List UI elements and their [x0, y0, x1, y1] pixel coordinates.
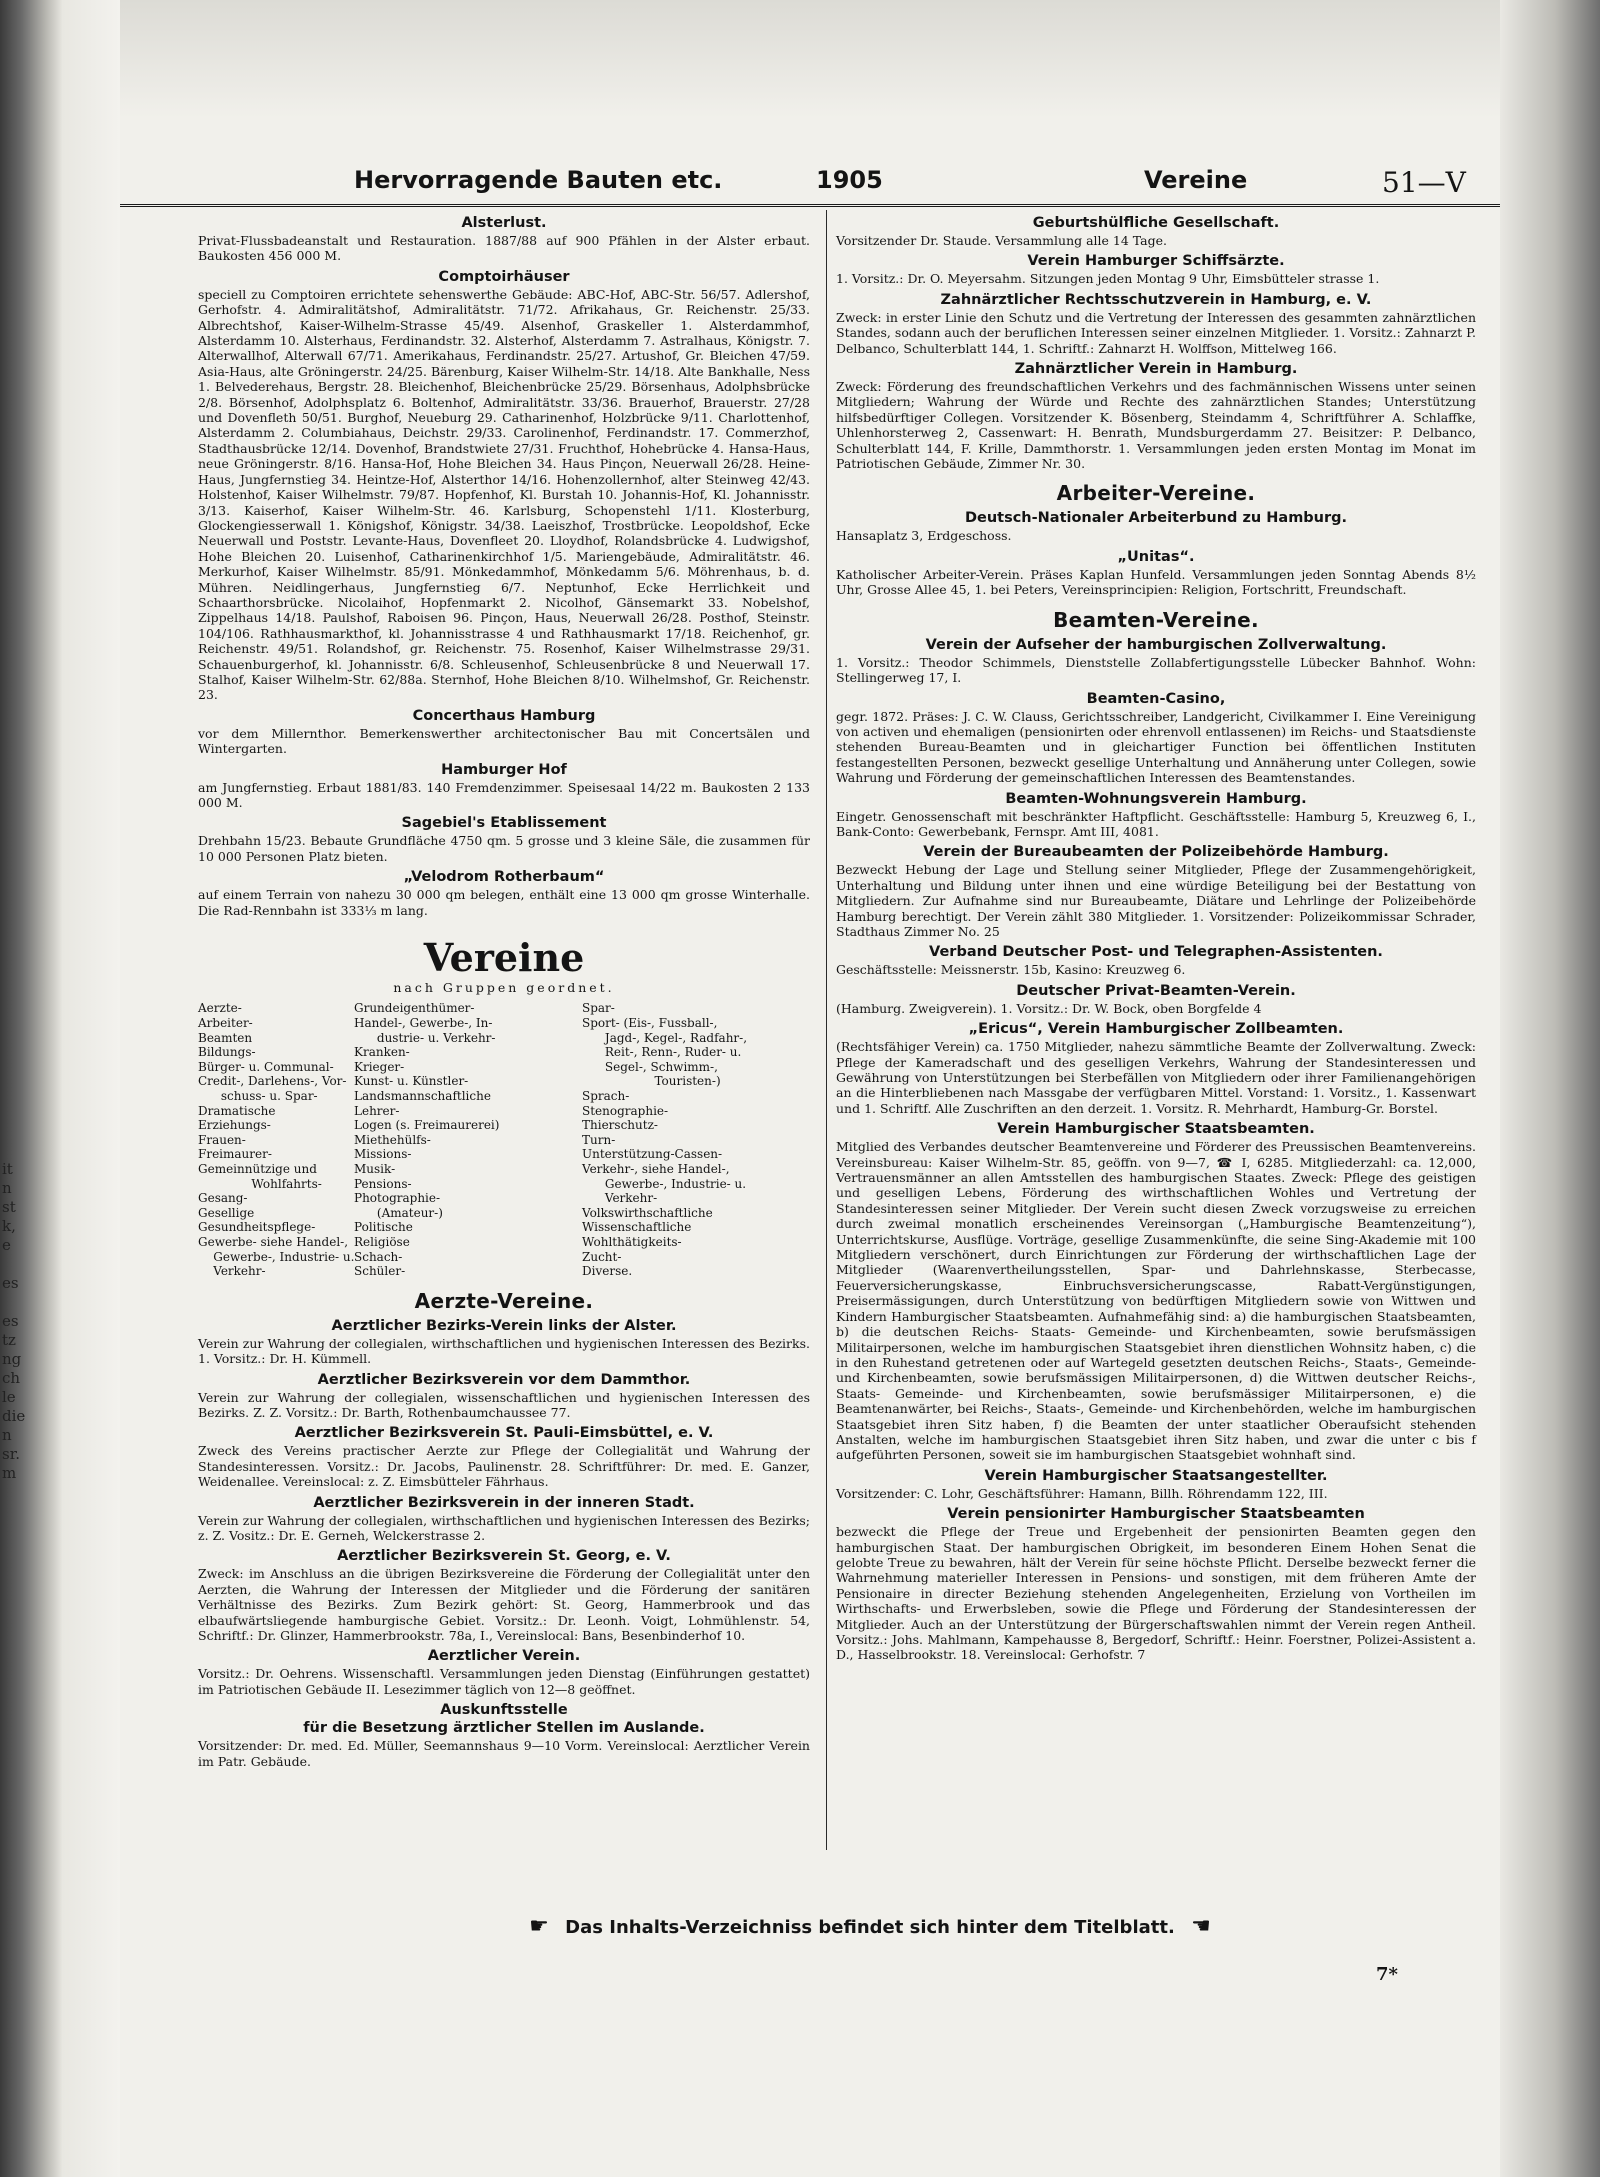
entry-text: (Rechtsfähiger Verein) ca. 1750 Mitglieder, nahezu sämmtliche Beamte der Zollverwaltung. Zweck: Pflege der Kameradschaft und des geselligen Verkehrs, Wahrung der Standesinteressen und Gewährung von Unterstützungen bei Sterbefällen von Mitgliedern oder ihrer Familienangehörigen an die Hinterbliebenen nach Massgabe der verfügbaren Mittel. Vorstand: 1. Vorsitz., 1. Kassenwart und 1. Schriftf. Alle Zuschriften an den derzeit. 1. Vorsitz. R. Mehrhardt, Hamburg-Gr. Borstel. — [836, 1039, 1476, 1116]
group-list-col2: Grundeigenthümer- Handel-, Gewerbe-, In- dustrie- u. Verkehr- Kranken- Krieger- Kunst- u. Künstler- Landsmannschaftliche Lehrer- Logen (s. Freimaurerei) Miethehülfs- Missions- Musik- Pensions- Photographie- (Amateur-) Politische Religiöse Schach- Schüler- — [354, 1001, 500, 1279]
entry-title: Beamten-Casino, — [1086, 690, 1226, 707]
entry-text: Vorsitz.: Dr. Oehrens. Wissenschaftl. Versammlungen jeden Dienstag (Einführungen gestattet) im Patriotischen Gebäude II. Lesezimmer täglich von 12—8 geöffnet. — [198, 1666, 810, 1697]
entry-text: am Jungfernstieg. Erbaut 1881/83. 140 Fremdenzimmer. Speisesaal 14/22 m. Baukosten 2 133 000 M. — [198, 779, 810, 810]
entry-text: Verein zur Wahrung der collegialen, wirthschaftlichen und hygienischen Interessen des Bezirks; z. Z. Vositz.: Dr. E. Gerneh, Welckerstrasse 2. — [198, 1512, 810, 1543]
entry-title: Concerthaus Hamburg — [412, 707, 596, 724]
entry-text: Verein zur Wahrung der collegialen, wirthschaftlichen und hygienischen Interessen des Bezirks. 1. Vorsitz.: Dr. H. Kümmell. — [198, 1335, 810, 1367]
entry-text: Zweck: Förderung des freundschaftlichen Verkehrs und des fachmännischen Wissens unter seinen Mitgliedern; Wahrung der Würde und Rechte des zahnärztlichen Standes; Unterstützung hilfsbedürftiger Collegen. Vorsitzender K. Bösenberg, Steindamm 4, Schriftführer A. Schlaffke, Uhlenhorsterweg 2, Cassenwart: H. Benrath, Mundsburgerdamm 27. Beisitzer: P. Delbanco, Schulterblatt 144, F. Krille, Dammthorstr. 1. Versammlungen jeden ersten Montag im Monat im Patriotischen Gebäude, Zimmer Nr. 30. — [836, 379, 1476, 472]
entry-title: Verein Hamburgischer Staatsangestellter. — [984, 1467, 1328, 1484]
group-list-col1: Aerzte- Arbeiter- Beamten Bildungs- Bürger- u. Communal- Credit-, Darlehens-, Vor- schuss- u. Spar- Dramatische Erziehungs- Frauen- Freimaurer- Gemeinnützige und Wohlfahrts- Gesang- Gesellige Gesundheitspflege- Gewerbe- siehe Handel-, Gewerbe-, Industrie- u. Verkehr- — [198, 1001, 355, 1279]
entry-title: Aerztlicher Verein. — [427, 1648, 581, 1665]
section-heading: Beamten-Vereine. — [1053, 607, 1259, 632]
entry-title: Alsterlust. — [461, 215, 547, 231]
entry-title: „Velodrom Rotherbaum“ — [403, 869, 605, 886]
entry-title: Aerztlicher Bezirksverein St. Georg, e. V. — [337, 1548, 671, 1565]
entry-text: (Hamburg. Zweigverein). 1. Vorsitz.: Dr. W. Bock, oben Borgfelde 4 — [836, 1000, 1262, 1016]
entry-title: Verein Hamburger Schiffsärzte. — [1027, 253, 1285, 270]
entry-title: Verband Deutscher Post- und Telegraphen-Assistenten. — [929, 944, 1383, 961]
entry-text: Privat-Flussbadeanstalt und Restauration. 1887/88 auf 900 Pfählen in der Alster erbaut. Baukosten 456 000 M. — [198, 233, 810, 264]
page-number: 51—V — [1382, 166, 1466, 199]
header-section: Vereine — [1144, 166, 1248, 194]
entry-text: 1. Vorsitz.: Dr. O. Meyersahm. Sitzungen jeden Montag 9 Uhr, Eimsbütteler strasse 1. — [836, 271, 1380, 287]
entry-title: „Ericus“, Verein Hamburgischer Zollbeamten. — [968, 1021, 1344, 1038]
entry-text: Zweck des Vereins practischer Aerzte zur Pflege der Collegialität und Wahrung der Standesinteressen. Vorsitz.: Dr. Jacobs, Paulinenstr. 28. Schriftführer: Dr. med. E. Ganzer, Weidenallee. Vereinslocal: z. Z. Eimsbütteler Fährhaus. — [198, 1443, 810, 1490]
entry-title: Deutscher Privat-Beamten-Verein. — [1016, 982, 1296, 999]
pointing-hand-left-icon: ☚ — [1191, 1914, 1211, 1939]
entry-title: Zahnärztlicher Rechtsschutzverein in Hamburg, e. V. — [940, 291, 1372, 308]
footer-note — [440, 1914, 1300, 1939]
entry-text: vor dem Millernthor. Bemerkenswerther architectonischer Bau mit Concertsälen und Wintergarten. — [198, 725, 810, 757]
page-binding-margin — [62, 0, 120, 2177]
entry-title: Aerztlicher Bezirks-Verein links der Alster. — [331, 1317, 677, 1334]
entry-title: Aerztlicher Bezirksverein in der inneren Stadt. — [313, 1494, 695, 1511]
entry-title: Hamburger Hof — [441, 761, 567, 778]
footer-note-text: Das Inhalts-Verzeichniss befindet sich hinter dem Titelblatt. — [565, 1917, 1175, 1938]
entry-text: Katholischer Arbeiter-Verein. Präses Kaplan Hunfeld. Versammlungen jeden Sonntag Abends 8½ Uhr, Grosse Allee 45, 1. bei Peters, Vereinsprincipien: Religion, Fortschritt, Freundschaft. — [836, 566, 1476, 598]
section-heading: Arbeiter-Vereine. — [1056, 481, 1256, 506]
entry-title: „Unitas“. — [1117, 548, 1195, 565]
entry-text: Bezweckt Hebung der Lage und Stellung seiner Mitglieder, Pflege der Zusammengehörigkeit, Unterhaltung und Bildung unter ihnen und eine würdige Beteiligung bei der Bestattung von Mitgliedern. Zur Aufnahme sind nur Bureaubeamte, Diätare und Lehrlinge der Polizeibehörde Hamburg berechtigt. Der Verein zählt 380 Mitglieder. 1. Vorsitzender: Polizeikommissar Schrader, Stadthaus Zimmer No. 25 — [836, 862, 1476, 939]
entry-text: Vorsitzender Dr. Staude. Versammlung alle 14 Tage. — [836, 233, 1167, 248]
pointing-hand-right-icon: ☛ — [529, 1914, 549, 1939]
entry-text: 1. Vorsitz.: Theodor Schimmels, Dienststelle Zollabfertigungsstelle Lübecker Bahnhof. Wohn: Stellingerweg 17, I. — [836, 654, 1476, 686]
entry-title: Zahnärztlicher Verein in Hamburg. — [1014, 361, 1298, 378]
entry-title: Verein der Bureaubeamten der Polizeibehörde Hamburg. — [923, 844, 1389, 861]
entry-text: Geschäftsstelle: Meissnerstr. 15b, Kasino: Kreuzweg 6. — [836, 962, 1186, 978]
entry-text: Zweck: im Anschluss an die übrigen Bezirksvereine die Förderung der Collegialität unter den Aerzten, die Wahrung der Interessen der Mitglieder und die Förderung der sanitären Verhältnisse des Bezirks. Zum Bezirk gehört: St. Georg, Hammerbrook und das elbaufwärtsliegende hamburgische Gebiet. Vorsitz.: Dr. Leonh. Voigt, Lohmühlenstr. 54, Schriftf.: Dr. Glinzer, Hammerbrookstr. 78a, I., Vereinslocal: Bans, Besenbinderhof 10. — [198, 1566, 810, 1643]
entry-text: speciell zu Comptoiren errichtete sehenswerthe Gebäude: ABC-Hof, ABC-Str. 56/57. Adlershof, Gerhofstr. 4. Admiralitätshof, Admiralitätstr. 71/72. Afrikahaus, Gr. Reichenstr. 25/33. Albrechtshof, Kaiser-Wilhelm-Strasse 45/49. Alsenhof, Graskeller 1. Alsterdammhof, Alsterdamm 10. Alsterhaus, Ferdinandstr. 32. Alsterhof, Alsterdamm 7. Astralhaus, Königstr. 7. Alterwallhof, Alterwall 67/71. Amerikahaus, Ferdinandstr. 25/27. Artushof, Gr. Bleichen 47/59. Asia-Haus, alte Gröningerstr. 24/25. Bärenburg, Kaiser Wilhelm-Str. 14/18. Alte Bankhalle, Ness 1. Belvederehaus, Bergstr. 28. Bleichenhof, Bleichenbrücke 25/29. Börsenhaus, Adolphsbrücke 2/8. Börsenhof, Adolphsplatz 6. Boltenhof, Admiralitätstr. 33/36. Brauerhof, Brauerstr. 27/28 und Dovenfleth 50/51. Burghof, Neueburg 29. Catharinenhof, Holzbrücke 9/11. Charlottenhof, Alsterdamm 2. Columbiahaus, Deichstr. 29/33. Carolinenhof, Ferdinandstr. 17. Commerzhof, Stadthausbrücke 12/14. Dovenhof, Brandstwiete 27/31. Fruchthof, Hohebrücke 4. Hansa-Haus, neue Gröningerstr. 8/16. Hansa-Hof, Hohe Bleichen 34. Haus Pinçon, Neuerwall 26/28. Heine-Haus, Jungfernstieg 34. Heintze-Hof, Alsterthor 14/16. Hohenzollernhof, alter Steinweg 42/43. Holstenhof, Kaiser Wilhelmstr. 79/87. Hopfenhof, Kl. Burstah 10. Johannis-Hof, Kl. Johannisstr. 3/13. Kaiserhof, Kaiser Wilhelm-Str. 46. Karlsburg, Schopenstehl 1/11. Klosterburg, Glockengiesserwall 1. Königshof, Königstr. 34/38. Laeiszhof, Trostbrücke. Leopoldshof, Ecke Neuerwall und Poststr. Levante-Haus, Dovenfleet 20. Lloydhof, Rolandsbrücke 4. Ludwigshof, Hohe Bleichen 20. Luisenhof, Catharinenkirchhof 1/5. Mariengebäude, Admiralitätstr. 46. Merkurhof, Kaiser Wilhelmstr. 85/91. Mönkedammhof, Mönkedamm 5/6. Möhrenhaus, b. d. Mühren. Neidlingerhaus, Jungfernstieg 6/7. Neptunhof, Ecke Herrlichkeit und Schaarthorsbrücke. Nicolaihof, Hopfenmarkt 2. Nicolhof, Gänsemarkt 33. Nobelshof, Zippelhaus 14/18. Paulshof, Raboisen 96. Pinçon, Haus, Neuerwall 26/28. Posthof, Steinstr. 104/106. Rathhausmarkthof, kl. Johannisstrasse 4 und Rathhausmarkt 17/18. Reichenhof, gr. Reichenstr. 49/51. Rolandshof, gr. Reichenstr. 75. Rosenhof, Kaiser Wilhelmstrasse 29/31. Schauenburgerhof, kl. Johannisstr. 6/8. Schleusenhof, Schleusenbrücke 8 und Neuerwall 17. Stalhof, Kaiser Wilhelm-Str. 62/88a. Sternhof, Hohe Bleichen 8/10. Wilhelmshof, Gr. Reichenstr. 23. — [198, 286, 810, 703]
entry-text: gegr. 1872. Präses: J. C. W. Clauss, Gerichtsschreiber, Landgericht, Civilkammer I. Eine Vereinigung von activen und ehemaligen (pensionirten oder ehrenvoll entlassenen) im Reichs- und Staatsdienste stehenden Bureau-Beamten und in gleichartiger Function bei öffentlichen Instituten festangestellten Personen, bezweckt gesellige Unterhaltung und Annäherung unter Collegen, sowie Wahrung und Förderung der gemeinschaftlichen Interessen des Beamtenstandes. — [836, 708, 1476, 786]
entry-title: Verein der Aufseher der hamburgischen Zollverwaltung. — [925, 636, 1387, 653]
entry-title: Aerztlicher Bezirksverein vor dem Dammthor. — [317, 1371, 691, 1388]
book-edge-right — [1500, 0, 1600, 2177]
entry-title: Verein Hamburgischer Staatsbeamten. — [997, 1121, 1315, 1138]
entry-text: Vorsitzender: Dr. med. Ed. Müller, Seemannshaus 9—10 Vorm. Vereinslocal: Aerztlicher Verein im Patr. Gebäude. — [198, 1738, 810, 1769]
entry-title: Comptoirhäuser — [438, 268, 570, 285]
entry-text: Mitglied des Verbandes deutscher Beamtenvereine und Förderer des Preussischen Beamtenvereins. Vereinsbureau: Kaiser Wilhelm-Str. 85, geöffn. von 9—7, ☎ I, 6285. Mitgliederzahl: ca. 12,000, Vertrauensmänner an allen Amtsstellen des hamburgischen Staates. Zweck: Pflege des geistigen und geselligen Lebens, Förderung des wirthschaftlichen Wohles und Vertretung der Standesinteressen seiner Mitglieder. Der Verein sucht diesen Zweck vorzugsweise zu erreichen durch zweimal monatlich erscheinendes Vereinsorgan („Hamburgische Beamtenzeitung“), Unterrichtskurse, Ausflüge. Vorträge, gesellige Zusammenkünfte, die seine Sing-Akademie mit 100 Mitgliedern verschönert, durch Einrichtungen zur Förderung der wirthschaftlichen Lage der Mitglieder (Waarenvertheilungsstellen, Spar- und Dahrlehnskasse, Sterbecasse, Feuerversicherungskasse, Einbruchsversicherungscasse, Rabatt-Vergünstigungen, Preisermässigungen, durch Unterstützung von bedürftigen Mitgliedern sowie von Wittwen und Kindern Hamburgischer Staatsbeamten. Aufnahmefähig sind: a) die hamburgischen Staatsbeamten, b) die deutschen Reichs- Staats- Gemeinde- und Kirchenbeamten, sowie berufsmässigen Militairpersonen, welche im hamburgischen Staatsgebiet ihren dienstlichen Wohnsitz haben, c) die in den Ruhestand getretenen oder auf Wartegeld gesetzten deutschen Reichs-, Staats-, Gemeinde- und Kirchenbeamten, sowie berufsmässigen Militairpersonen, d) die Wittwen deutscher Reichs-, Staats- Gemeinde- und Kirchenbeamten, sowie berufsmässiger Militairpersonen, e) die Beamtenanwärter, bei Reichs-, Staats-, Gemeinde- und Kirchenbehörden, welche im hamburgischen Staatsgebiet ihren Sitz haben, f) die Beamten der unter staatlicher Oberaufsicht stehenden Anstalten, welche im hamburgischen Staatsgebiet ihren Sitz haben, und zwar die unter c bis f aufgeführten Personen, soweit sie im hamburgischen Staatsgebiet wohnhaft sind. — [836, 1139, 1476, 1463]
entry-text: Vorsitzender: C. Lohr, Geschäftsführer: Hamann, Billh. Röhrendamm 122, III. — [836, 1485, 1328, 1501]
entry-text: Zweck: in erster Linie den Schutz und die Vertretung der Interessen des gesammten zahnärztlichen Standes, sodann auch der beruflichen Interessen seiner einzelnen Mitglieder. 1. Vorsitz.: Zahnarzt P. Delbanco, Schulterblatt 144, 1. Schriftf.: Zahnarzt H. Wolffson, Mittelweg 166. — [836, 309, 1476, 356]
entry-title: Deutsch-Nationaler Arbeiterbund zu Hamburg. — [964, 510, 1348, 527]
document-page — [120, 118, 1500, 2177]
entry-text: Drehbahn 15/23. Bebaute Grundfläche 4750 qm. 5 grosse und 3 kleine Säle, die zusammen für 10 000 Personen Platz bieten. — [198, 833, 810, 864]
entry-text: Hansaplatz 3, Erdgeschoss. — [836, 528, 1012, 544]
column-divider — [826, 210, 827, 1850]
group-index — [198, 1001, 810, 1278]
header-year: 1905 — [816, 166, 883, 194]
left-column — [198, 210, 810, 1771]
printer-signature: 7* — [1376, 1964, 1398, 1985]
section-heading: Aerzte-Vereine. — [414, 1288, 594, 1313]
entry-text: Eingetr. Genossenschaft mit beschränkter Haftpflicht. Geschäftsstelle: Hamburg 5, Kreuzweg 6, I., Bank-Conto: Gewerbebank, Fernspr. Amt III, 4081. — [836, 808, 1476, 839]
entry-title: Beamten-Wohnungsverein Hamburg. — [1005, 790, 1307, 807]
previous-page-fragment: it n st k, e es es tz ng ch le die n sr. m — [2, 1160, 26, 1482]
right-column — [836, 210, 1476, 1665]
running-header — [120, 162, 1500, 207]
vereine-heading: Vereine — [423, 935, 585, 981]
entry-title: Auskunftsstelle für die Besetzung ärztlicher Stellen im Auslande. — [303, 1702, 705, 1737]
entry-text: bezweckt die Pflege der Treue und Ergebenheit der pensionirten Beamten gegen den hamburgischen Staat. Der hamburgischen Obrigkeit, im besonderen Einem Hohen Senat die gelobte Treue zu bewahren, hält der Verein für seine höchste Pflicht. Derselbe bezweckt ferner die Wahrnehmung materieller Interessen in Pensions- und sonstigen, mit dem früheren Amte der Pensionaire in directer Beziehung stehenden Angelegenheiten, Erzielung von Vortheilen im Wirthschafts- und Erwerbsleben, sowie die Pflege und Förderung der Standesinteressen der Mitglieder. Auch an der Unterstützung der Bürgerschaftswahlen nimmt der Verein regen Antheil. Vorsitz.: Johs. Mahlmann, Kampehausse 8, Bergedorf, Schriftf.: Heinr. Foerstner, Polizei-Assistent a. D., Hasselbrookstr. 18. Vereinslocal: Gerhofstr. 7 — [836, 1524, 1476, 1663]
page-top-shadow — [120, 0, 1500, 118]
entry-text: Verein zur Wahrung der collegialen, wissenschaftlichen und hygienischen Interessen des Bezirks. Z. Z. Vorsitz.: Dr. Barth, Rothenbaumchaussee 77. — [198, 1389, 810, 1420]
vereine-subheading: nach Gruppen geordnet. — [393, 980, 615, 996]
entry-title: Sagebiel's Etablissement — [401, 815, 607, 832]
entry-title: Geburtshülfliche Gesellschaft. — [1032, 215, 1280, 231]
header-left: Hervorragende Bauten etc. — [354, 166, 723, 194]
book-gutter-left — [0, 0, 62, 2177]
entry-text: auf einem Terrain von nahezu 30 000 qm belegen, enthält eine 13 000 qm grosse Winterhalle. Die Rad-Rennbahn ist 333⅓ m lang. — [198, 887, 810, 918]
group-list-col3: Spar- Sport- (Eis-, Fussball-, Jagd-, Kegel-, Radfahr-, Reit-, Renn-, Ruder- u. Segel-, Schwimm-, Touristen-) Sprach- Stenographie- Thierschutz- Turn- Unterstützung-Cassen- Verkehr-, siehe Handel-, Gewerbe-, Industrie- u. Verkehr- Volkswirthschaftliche Wissenschaftliche Wohlthätigkeits- Zucht- Diverse. — [582, 1001, 748, 1279]
entry-title: Aerztlicher Bezirksverein St. Pauli-Eimsbüttel, e. V. — [294, 1425, 714, 1442]
entry-title: Verein pensionirter Hamburgischer Staatsbeamten — [947, 1506, 1365, 1523]
